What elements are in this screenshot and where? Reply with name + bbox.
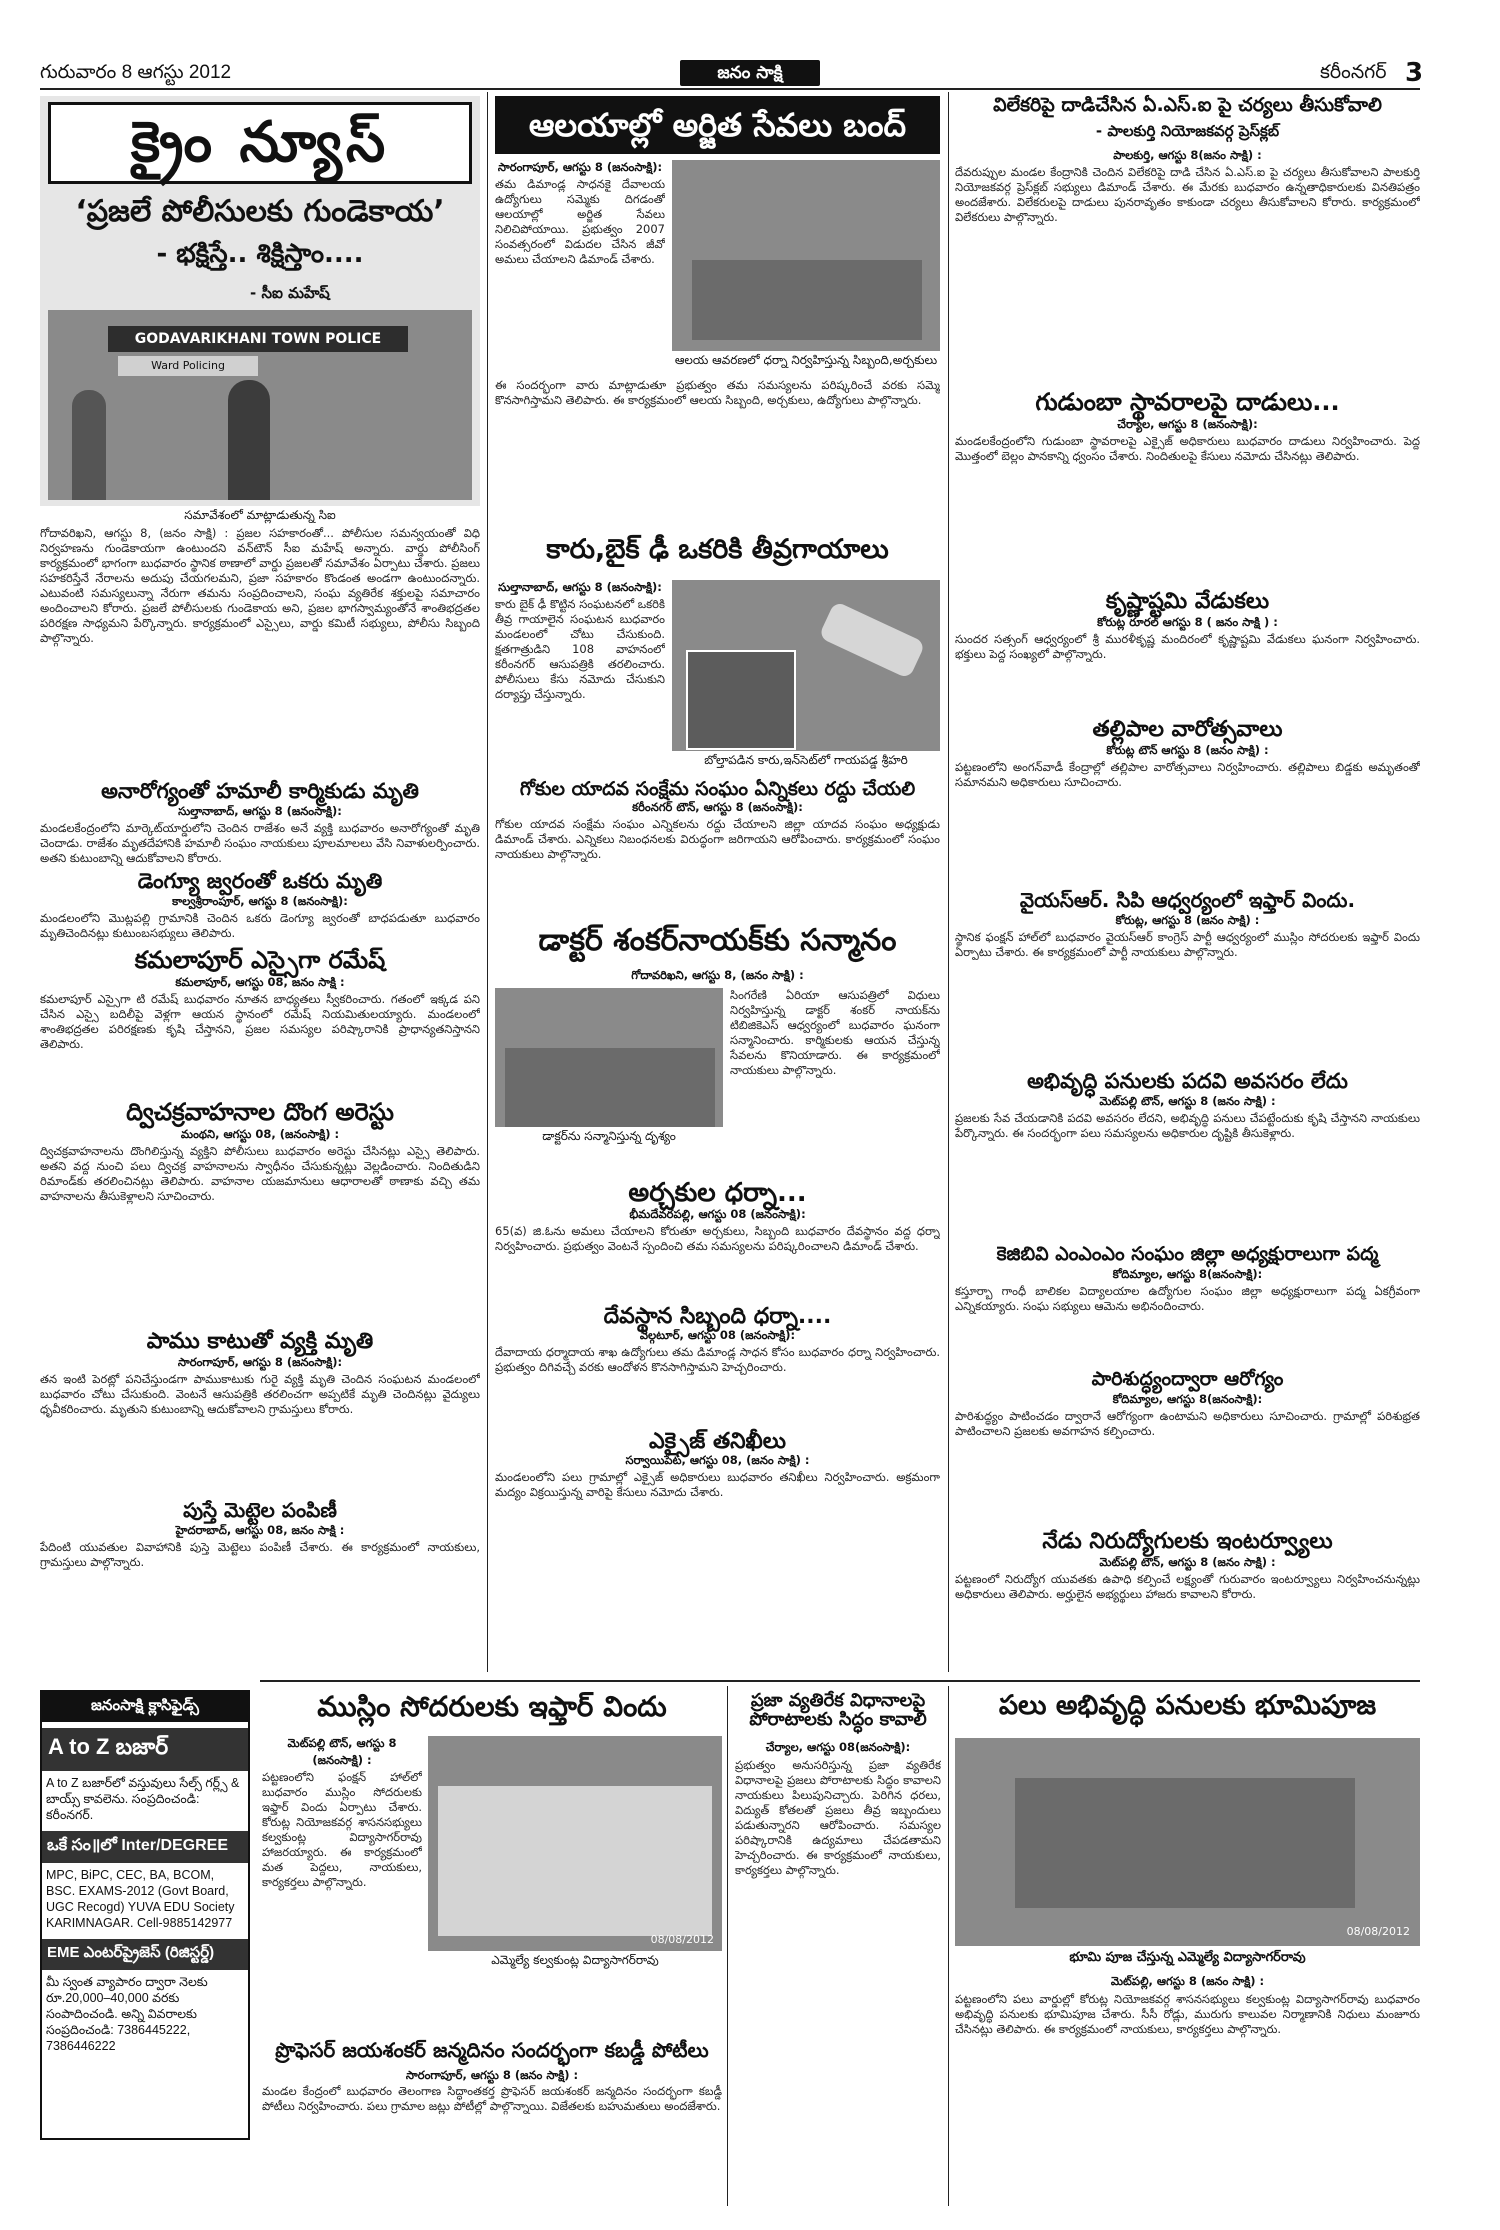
story-dateline: సారంగాపూర్, ఆగస్టు 8 (జనం సాక్షి) : <box>405 2068 579 2082</box>
story-subhead: - పాలకుర్తి నియోజకవర్గ ప్రెస్‌క్లబ్ <box>1095 121 1280 140</box>
story-headline: అర్చకుల ధర్నా... <box>628 1178 807 1208</box>
story-headline: పాము కాటుతో వ్యక్తి మృతి <box>146 1329 374 1354</box>
issue-date: గురువారం 8 ఆగస్టు 2012 <box>40 62 232 83</box>
crime-news-box <box>40 96 480 506</box>
column-divider <box>727 1686 728 2206</box>
crime-news-headline: ‘ప్రజలే పోలీసులకు గుండెకాయ’ <box>75 194 445 229</box>
story-body: ప్రజలకు సేవ చేయడానికి పదవి అవసరం లేదని, అభివృద్ధి పనులు చేపట్టేందుకు కృషి చేస్తానని నాయకులు పేర్కొన్నారు. ఈ సందర్భంగా పలు సమస్యలను అధికారుల దృష్టికి తీసుకెళ్లారు. <box>955 1111 1420 1141</box>
crowd-shape <box>692 260 922 340</box>
iftar-story <box>262 1736 422 2070</box>
story-dateline: మెట్‌పల్లి టౌన్, ఆగస్టు 8 (జనం సాక్షి) : <box>1099 1094 1276 1109</box>
story-body: స్థానిక ఫంక్షన్ హాల్‌లో బుధవారం వైయస్‌ఆర్ కాంగ్రెస్ పార్టీ ఆధ్వర్యంలో ముస్లిం సోదరులకు ఇఫ్తార్ విందు ఏర్పాటు చేశారు. ఈ కార్యక్రమంలో పార్టీ నాయకులు పాల్గొన్నారు. <box>955 930 1420 959</box>
story-body: గోకుల యాదవ సంక్షేమ సంఘం ఎన్నికలను రద్దు చేయాలని జిల్లా యాదవ సంఘం అధ్యక్షుడు డిమాండ్ చేశారు. ఎన్నికలు నిబంధనలకు విరుద్ధంగా జరిగాయని ఆరోపించారు. కార్యక్రమంలో సంఘం నాయకులు పాల్గొన్నారు. <box>495 816 940 861</box>
story-body: పట్టణంలో నిరుద్యోగ యువతకు ఉపాధి కల్పించే లక్ష్యంతో గురువారం ఇంటర్వ్యూలు నిర్వహించనున్నట్లు అధికారులు తెలిపారు. అర్హులైన అభ్యర్థులు హాజరు కావాలని కోరారు. <box>955 1572 1420 1602</box>
center-story <box>495 1430 940 1545</box>
story-dateline: కోరుట్ల రూరల్ ఆగస్టు 8 ( జనం సాక్షి ) : <box>1097 615 1278 630</box>
story-dateline: కోరుట్ల, ఆగస్టు 8 (జనం సాక్షి) : <box>1115 913 1260 927</box>
story-body: దేవాదాయ ధర్మాదాయ శాఖ ఉద్యోగులు తమ డిమాండ్ల సాధన కోసం బుధవారం ధర్నా నిర్వహించారు. ప్రభుత్వం దిగివచ్చే వరకు ఆందోళన కొనసాగిస్తామని హెచ్చరించారు. <box>495 1345 940 1375</box>
story-body: కారు బైక్ ఢీ కొట్టిన సంఘటనలో ఒకరికి తీవ్ర గాయాలైన సంఘటన బుధవారం మండలంలో చోటు చేసుకుంది. క్షతగాత్రుడిని 108 వాహనంలో కరీంనగర్ ఆసుపత్రికి తరలించారు. పోలీసులు కేసు నమోదు చేసుకుని దర్యాప్తు చేస్తున్నారు. <box>495 597 665 701</box>
iftar-photo <box>428 1736 722 1972</box>
temple-headline: ఆలయాల్లో అర్జిత సేవలు బంద్ <box>495 96 940 154</box>
crime-news-body: గోదావరిఖని, ఆగస్టు 8, (జనం సాక్షి) : ప్రజల సహకారంతో... పోలీసుల సమన్వయంతో విధి నిర్వహణను గుండెకాయగా ఉంటుందని వన్‌టౌన్ సీఐ మహేష్ అన్నారు. వార్డు పోలీసింగ్ కార్యక్రమంలో భాగంగా బుధవారం స్థానిక ఠాణాలో వార్డు ప్రజలతో సమావేశం ఏర్పాటు చేశారు. ప్రజలు సహకరిస్తేనే నేరాలను అదుపు చేయగలమని, ప్రజా సహకారం కొండంత అండగా ఉంటుందన్నారు. ఎటువంటి సమస్యలున్నా నేరుగా తమను సంప్రదించాలని, సంఘ వ్యతిరేక శక్తులపై సమాచారం అందించాలని కోరారు. ప్రజలే పోలీసులకు గుండెకాయ అని, ప్రజల భాగస్వామ్యంతోనే శాంతిభద్రతల పరిరక్షణ సాధ్యమని పేర్కొన్నారు. కార్యక్రమంలో ఎస్సైలు, వార్డు కమిటీ సభ్యులు, పోలీసు సిబ్బంది పాల్గొన్నారు. <box>40 526 480 645</box>
story-body: పట్టణంలోని పలు వార్డుల్లో కోరుట్ల నియోజకవర్గ శాసనసభ్యులు కల్వకుంట్ల విద్యాసాగర్‌రావు బుధవారం అభివృద్ధి పనులకు భూమిపూజ చేశారు. సీసీ రోడ్లు, మురుగు కాలువల నిర్మాణానికి నిధులు మంజూరు చేసినట్లు తెలిపారు. ఈ కార్యక్రమంలో నాయకులు, కార్యకర్తలు పాల్గొన్నారు. <box>955 1992 1420 2036</box>
page-number: 3 <box>1405 58 1424 88</box>
story-body: పట్టణంలోని అంగన్‌వాడీ కేంద్రాల్లో తల్లిపాల వారోత్సవాలు నిర్వహించారు. తల్లిపాలు బిడ్డకు అమృతంతో సమానమని అధికారులు సూచించారు. <box>955 760 1420 790</box>
right-story <box>955 390 1420 569</box>
story-dateline: పాలకుర్తి, ఆగస్టు 8(జనం సాక్షి) : <box>1113 147 1262 162</box>
bottom-section-rule <box>260 1680 1420 1682</box>
story-dateline: వెల్గటూర్, ఆగస్టు 08 (జనంసాక్షి): <box>639 1328 796 1343</box>
right-story <box>955 718 1420 880</box>
column-divider <box>948 92 949 1672</box>
classifieds-header: జనంసాక్షి క్లాసిఫైడ్స్ <box>42 1692 248 1722</box>
story-dateline: సుల్తానాబాద్, ఆగస్టు 8 (జనంసాక్షి): <box>178 804 342 819</box>
ad-text: MPC, BiPC, CEC, BA, BCOM, BSC. EXAMS-2012 (Govt Board, UGC Recogd) YUVA EDU Society KARIMNAGAR. Cell-9885142977 <box>46 1868 235 1930</box>
story-dateline: గోదావరిఖని, ఆగస్టు 8, (జనం సాక్షి) : <box>631 968 804 982</box>
story-headline: అనారోగ్యంతో హమాలీ కార్మికుడు మృతి <box>101 779 419 803</box>
right-story <box>955 96 1420 375</box>
story-dateline: కాల్వశ్రీరాంపూర్, ఆగస్టు 8 (జనంసాక్షి): <box>172 894 348 909</box>
story-dateline: కోరుట్ల టౌన్ ఆగస్టు 8 (జనం సాక్షి) : <box>1106 743 1269 758</box>
temple-protest-photo <box>672 160 940 372</box>
story-dateline: మంథని, ఆగస్టు 08, (జనంసాక్షి) : <box>180 1127 340 1142</box>
photo-caption: డాక్టర్‌ను సన్మానిస్తున్న దృశ్యం <box>495 1127 723 1148</box>
photo-caption: ఎమ్మెల్యే కల్వకుంట్ల విద్యాసాగర్‌రావు <box>428 1951 722 1972</box>
center-story <box>495 1180 940 1299</box>
story-headline: ముస్లిం సోదరులకు ఇఫ్తార్ విందు <box>317 1690 667 1723</box>
story-headline: అభివృద్ధి పనులకు పదవి అవసరం లేదు <box>1027 1069 1348 1093</box>
story-body: కమలాపూర్ ఎస్సైగా టి రమేష్ బుధవారం నూతన బాధ్యతలు స్వీకరించారు. గతంలో ఇక్కడ పని చేసిన ఎస్సై బదిలీపై వెళ్లగా ఆయన స్థానంలో రమేష్ నియమితులయ్యారు. మండలంలో శాంతిభద్రతల పరిరక్షణకు కృషి చేస్తానని, ప్రజల సమస్యల పరిష్కారానికి ప్రాధాన్యతనిస్తానని తెలిపారు. <box>40 992 480 1052</box>
accident-photo <box>672 580 940 772</box>
center-story <box>495 1305 940 1420</box>
story-dateline: కోదిమ్యాల, ఆగస్టు 8(జనంసాక్షి): <box>1112 1266 1263 1281</box>
story-body: తమ డిమాండ్ల సాధనకై దేవాలయ ఉద్యోగులు సమ్మెకు దిగడంతో ఆలయాల్లో అర్జిత సేవలు నిలిచిపోయాయి. ప్రభుత్వం 2007 సంవత్సరంలో విడుదల చేసిన జీవో అమలు చేయాలని డిమాండ్ చేశారు. <box>495 177 665 266</box>
story-body: సుందర సత్సంగ్ ఆధ్వర్యంలో శ్రీ మురళీకృష్ణ మందిరంలో కృష్ణాష్టమి వేడుకలు ఘనంగా నిర్వహించారు. భక్తులు పెద్ద సంఖ్యలో పాల్గొన్నారు. <box>955 632 1420 662</box>
story-body: మండలంలోని మొట్లపల్లి గ్రామానికి చెందిన ఒకరు డెంగ్యూ జ్వరంతో బాధపడుతూ బుధవారం మృతిచెందినట్లు కుటుంబసభ్యులు తెలిపారు. <box>40 911 480 941</box>
story-body: ద్విచక్రవాహనాలను దొంగిలిస్తున్న వ్యక్తిని పోలీసులు బుధవారం అరెస్టు చేసినట్లు ఎస్సై తెలిపారు. అతని వద్ద నుంచి పలు ద్విచక్ర వాహనాలను స్వాధీనం చేసుకున్నట్లు వెల్లడించారు. నిందితుడిని రిమాండ్‌కు తరలించినట్లు తెలిపారు. వాహనాల యజమానులు ఆధారాలతో ఠాణాకు వచ్చి తమ వాహనాలను తీసుకెళ్లాలని సూచించారు. <box>40 1144 480 1204</box>
masthead-rule <box>40 88 1420 90</box>
photo-date: 08/08/2012 <box>1346 1925 1410 1938</box>
edition-name: కరీంనగర్ <box>1320 62 1387 83</box>
story-headline: పలు అభివృద్ధి పనులకు భూమిపూజ <box>998 1690 1377 1721</box>
story-headline: గుడుంబా స్థావరాలపై దాడులు... <box>1035 388 1340 416</box>
story-dateline: మెట్‌పల్లి టౌన్, ఆగస్టు 8 (జనం సాక్షి) : <box>1099 1555 1276 1570</box>
photo-caption: ఆలయ ఆవరణలో ధర్నా నిర్వహిస్తున్న సిబ్బంది,అర్చకులు <box>672 351 940 372</box>
si-photo <box>48 310 472 500</box>
story-headline: దేవస్థాన సిబ్బంది ధర్నా.... <box>603 1304 832 1329</box>
story-headline: డెంగ్యూ జ్వరంతో ఒకరు మృతి <box>137 869 383 893</box>
story-body: కస్తూర్బా గాంధీ బాలికల విద్యాలయాల ఉద్యోగుల సంఘం జిల్లా అధ్యక్షురాలుగా పద్మ ఏకగ్రీవంగా ఎన్నికయ్యారు. సంఘ సభ్యులు ఆమెను అభినందించారు. <box>955 1283 1420 1313</box>
story-body: తన ఇంటి పెరట్లో పనిచేస్తుండగా పాముకాటుకు గురై వ్యక్తి మృతి చెందిన సంఘటన మండలంలో బుధవారం చోటు చేసుకుంది. వెంటనే ఆసుపత్రికి తరలించగా అప్పటికే మృతి చెందినట్లు వైద్యులు ధృవీకరించారు. మృతుని కుటుంబాన్ని ఆదుకోవాలని గ్రామస్తులు కోరారు. <box>40 1372 480 1417</box>
story-headline: డాక్టర్ శంకర్‌నాయక్‌కు సన్మానం <box>538 923 897 958</box>
story-headline: కమలాపూర్ ఎస్సైగా రమేష్ <box>134 946 386 974</box>
group-shape <box>505 1048 715 1128</box>
temple-story <box>495 160 665 377</box>
photo-caption: బోల్తాపడిన కారు,ఇన్‌సెట్‌లో గాయపడ్డ శ్రీహరి <box>672 751 940 772</box>
ad-text: A to Z బజార్‌లో వస్తువులు సేల్స్ గర్ల్స్ & బాయ్స్ కావలెను. సంప్రదించండి: కరీంనగర్. <box>46 1776 240 1822</box>
story-headline: వైయస్‌ఆర్. సిపి ఆధ్వర్యంలో ఇఫ్తార్ విందు. <box>1019 888 1356 912</box>
masthead-logo: జనం సాక్షి <box>680 60 820 86</box>
center-story <box>495 580 665 782</box>
guard-figure <box>72 390 106 500</box>
left-story <box>40 1330 480 1492</box>
right-story <box>955 890 1420 1050</box>
left-story <box>40 948 480 1097</box>
story-dateline: మెట్‌పల్లి, ఆగస్టు 8 (జనం సాక్షి) : <box>1110 1974 1265 1988</box>
ad-title: ఒకే సం॥లో Inter/DEGREE <box>42 1831 248 1863</box>
left-story <box>40 1100 480 1324</box>
story-dateline: సారంగాపూర్, ఆగస్టు 8 (జనంసాక్షి): <box>177 1355 343 1370</box>
column-divider <box>487 92 488 1672</box>
story-dateline: కరీంనగర్ టౌన్, ఆగస్టు 8 (జనంసాక్షి): <box>632 799 803 814</box>
car-shape <box>818 601 926 680</box>
story-dateline: చేర్యాల, ఆగస్టు 8 (జనంసాక్షి): <box>1117 417 1258 432</box>
crime-news-subhead: - భక్షిస్తే.. శిక్షిస్తాం.... <box>156 239 364 269</box>
story-dateline: కోదిమ్యాల, ఆగస్టు 8(జనంసాక్షి): <box>1112 1391 1263 1406</box>
story-body: ప్రభుత్వం అనుసరిస్తున్న ప్రజా వ్యతిరేక విధానాలపై ప్రజలు పోరాటాలకు సిద్ధం కావాలని నాయకులు పిలుపునిచ్చారు. పెరిగిన ధరలు, విద్యుత్ కోతలతో ప్రజలు తీవ్ర ఇబ్బందులు పడుతున్నారని ఆరోపించారు. సమస్యల పరిష్కారానికి ఉద్యమాలు చేపడతామని హెచ్చరించారు. ఈ కార్యక్రమంలో నాయకులు, కార్యకర్తలు పాల్గొన్నారు. <box>735 1758 941 1877</box>
speaker-figure <box>228 380 270 500</box>
right-story <box>955 1070 1420 1231</box>
story-headline: విలేకరిపై దాడిచేసిన ఏ.ఎస్.ఐ పై చర్యలు తీసుకోవాలి <box>993 94 1382 116</box>
left-story <box>40 1500 480 1630</box>
story-dateline: సారంగాపూర్, ఆగస్టు 8 (జనంసాక్షి): <box>497 160 663 174</box>
story-headline: ప్రొఫెసర్ జయశంకర్ జన్మదినం సందర్భంగా కబడ్డీ పోటీలు <box>275 2038 709 2062</box>
story-headline: ప్రజా వ్యతిరేక విధానాలపై పోరాటాలకు సిద్ధం కావాలి <box>749 1690 927 1730</box>
story-dateline: కమలాపూర్, ఆగస్టు 08, జనం సాక్షి : <box>175 975 345 990</box>
crime-news-byline: - సీఐ మహేష్ <box>250 284 330 302</box>
story-body: మండలంలోని పలు గ్రామాల్లో ఎక్సైజ్ అధికారులు బుధవారం తనిఖీలు నిర్వహించారు. అక్రమంగా మద్యం విక్రయిస్తున్న వారిపై కేసులు నమోదు చేశారు. <box>495 1470 940 1500</box>
story-dateline: సర్వాయిపేట, ఆగస్టు 08, (జనం సాక్షి) : <box>625 1453 810 1468</box>
right-story <box>955 1530 1420 1647</box>
story-headline: పారిశుద్ధ్యంద్వారా ఆరోగ్యం <box>1091 1368 1284 1390</box>
ad-title: EME ఎంటర్‌ప్రైజెస్ (రిజిస్టర్డ్) <box>42 1939 248 1970</box>
doctor-felicitation-photo <box>495 988 723 1148</box>
story-body: దేవరుప్పుల మండల కేంద్రానికి చెందిన విలేకరిపై దాడి చేసిన ఏ.ఎస్.ఐ పై చర్యలు తీసుకోవాలని పాలకుర్తి నియోజకవర్గ ప్రెస్‌క్లబ్ సభ్యులు డిమాండ్ చేశారు. ఈ మేరకు బుధవారం ఉన్నతాధికారులకు వినతిపత్రం అందజేశారు. విలేకరులపై దాడులు పునరావృతం కాకుండా చర్యలు తీసుకోవాలని కోరారు. కార్యక్రమంలో విలేకరులు పాల్గొన్నారు. <box>955 164 1420 224</box>
classifieds-box <box>40 1690 250 2140</box>
crowd-shape <box>438 1786 712 1936</box>
story-headline: కారు,బైక్ ఢీ ఒకరికి తీవ్రగాయాలు <box>546 534 889 565</box>
story-body: పట్టణంలోని ఫంక్షన్ హాల్‌లో బుధవారం ముస్లిం సోదరులకు ఇఫ్తార్ విందు ఏర్పాటు చేశారు. కోరుట్ల నియోజకవర్గ శాసనసభ్యులు కల్వకుంట్ల విద్యాసాగర్‌రావు హాజరయ్యారు. ఈ కార్యక్రమంలో మత పెద్దలు, నాయకులు, కార్యకర్తలు పాల్గొన్నారు. <box>262 1770 422 1889</box>
temple-body-bottom: ఈ సందర్భంగా వారు మాట్లాడుతూ ప్రభుత్వం తమ సమస్యలను పరిష్కరించే వరకు సమ్మె కొనసాగిస్తామని తెలిపారు. ఈ కార్యక్రమంలో ఆలయ సిబ్బంది, అర్చకులు, ఉద్యోగులు పాల్గొన్నారు. <box>495 378 940 407</box>
story-dateline: చేర్యాల, ఆగస్టు 08(జనంసాక్షి): <box>765 1740 911 1754</box>
story-headline: తల్లిపాల వారోత్సవాలు <box>1092 717 1283 742</box>
right-story <box>955 1370 1420 1514</box>
story-body: పారిశుద్ధ్యం పాటించడం ద్వారానే ఆరోగ్యంగా ఉంటామని అధికారులు సూచించారు. గ్రామాల్లో పరిశుభ్రత పాటించాలని ప్రజలకు అవగాహన కల్పించారు. <box>955 1408 1420 1438</box>
photo-caption: భూమి పూజ చేస్తున్న ఎమ్మెల్యే విద్యాసాగర్‌రావు <box>1069 1950 1306 1965</box>
right-story <box>955 590 1420 692</box>
story-dateline: హైదరాబాద్, ఆగస్టు 08, జనం సాక్షి : <box>175 1523 345 1537</box>
story-headline: కెజిబివి ఎంఎంఎం సంఘం జిల్లా అధ్యక్షురాలుగా పద్మ <box>996 1243 1379 1265</box>
photo-date: 08/08/2012 <box>650 1933 714 1946</box>
story-body: 65(వ) జి.ఓను అమలు చేయాలని కోరుతూ అర్చకులు, సిబ్బంది బుధవారం దేవస్థానం వద్ద ధర్నా నిర్వహించారు. ప్రభుత్వం వెంటనే స్పందించి తమ సమస్యలను పరిష్కరించాలని డిమాండ్ చేశారు. <box>495 1224 940 1254</box>
left-story <box>40 780 480 866</box>
story-dateline: మెట్‌పల్లి టౌన్, ఆగస్టు 8 (జనంసాక్షి) : <box>287 1736 397 1767</box>
si-photo-caption: సమావేశంలో మాట్లాడుతున్న సిఐ <box>184 508 336 522</box>
story-headline: ఎక్సైజ్ తనిఖీలు <box>649 1429 786 1454</box>
story-headline: పుస్తే మెట్టెల పంపిణీ <box>183 1498 337 1522</box>
photo-banner-text: GODAVARIKHANI TOWN POLICE <box>108 326 408 352</box>
ad-title: A to Z బజార్ <box>42 1728 248 1771</box>
crime-news-banner: క్రైం న్యూస్ <box>48 102 472 184</box>
story-headline: నేడు నిరుద్యోగులకు ఇంటర్వ్యూలు <box>1042 1529 1333 1554</box>
photo-sub-text: Ward Policing <box>118 356 258 376</box>
group-shape <box>1015 1778 1355 1908</box>
story-body: మండల కేంద్రంలో బుధవారం తెలంగాణ సిద్ధాంతకర్త ప్రొఫెసర్ జయశంకర్ జన్మదినం సందర్భంగా కబడ్డీ పోటీలు నిర్వహించారు. పలు గ్రామాల జట్లు పోటీల్లో పాల్గొన్నాయి. విజేతలకు బహుమతులు అందజేశారు. <box>262 2084 722 2113</box>
story-body: మండలకేంద్రంలోని గుడుంబా స్థావరాలపై ఎక్సైజ్ అధికారులు బుధవారం దాడులు నిర్వహించారు. పెద్ద మొత్తంలో బెల్లం పానకాన్ని ధ్వంసం చేశారు. నిందితులపై కేసులు నమోదు చేసినట్లు తెలిపారు. <box>955 434 1420 464</box>
story-body: సింగరేణి ఏరియా ఆసుపత్రిలో విధులు నిర్వహిస్తున్న డాక్టర్ శంకర్ నాయక్‌ను టిబిజికెఎస్ ఆధ్వర్యంలో బుధవారం ఘనంగా సన్మానించారు. కార్మికులకు ఆయన చేస్తున్న సేవలను కొనియాడారు. ఈ కార్యక్రమంలో నాయకులు పాల్గొన్నారు. <box>730 988 940 1077</box>
story-headline: గోకుల యాదవ సంక్షేమ సంఘం ఏన్నికలు రద్దు చేయలి <box>519 778 916 800</box>
left-story <box>40 870 480 941</box>
bhoomi-pooja-photo <box>955 1738 1420 1946</box>
story-dateline: భీమదేవరపల్లి, ఆగస్టు 08 (జనంసాక్షి): <box>629 1207 806 1222</box>
column-divider <box>948 1686 949 2206</box>
inset-photo <box>686 650 796 750</box>
story-body: మండలకేంద్రంలోని మార్కెట్‌యార్డులోని చెందిన రాజేశం అనే వ్యక్తి బుధవారం అనారోగ్యంతో మృతి చెందాడు. రాజేశం మృతదేహానికి హమాలీ సంఘం నాయకులు పూలమాలలు వేసి నివాళులర్పించారు. అతని కుటుంబాన్ని ఆదుకోవాలని కోరారు. <box>40 821 480 866</box>
story-body: పేదింటి యువతుల వివాహానికి పుస్తె మెట్టెలు పంపిణీ చేశారు. ఈ కార్యక్రమంలో నాయకులు, గ్రామస్తులు పాల్గొన్నారు. <box>40 1540 480 1569</box>
story-headline: కృష్ణాష్టమి వేడుకలు <box>1105 589 1270 614</box>
center-story <box>495 780 940 922</box>
ad-text: మీ స్వంత వ్యాపారం ద్వారా నెలకు రూ.20,000–40,000 వరకు సంపాదించండి. అన్ని వివరాలకు సంప్రదించండి: 7386445222, 7386446222 <box>46 1975 208 2053</box>
right-story <box>955 1245 1420 1359</box>
story-dateline: సుల్తానాబాద్, ఆగస్టు 8 (జనంసాక్షి): <box>498 580 662 594</box>
story-headline: ద్విచక్రవాహనాల దొంగ అరెస్టు <box>126 1098 394 1126</box>
